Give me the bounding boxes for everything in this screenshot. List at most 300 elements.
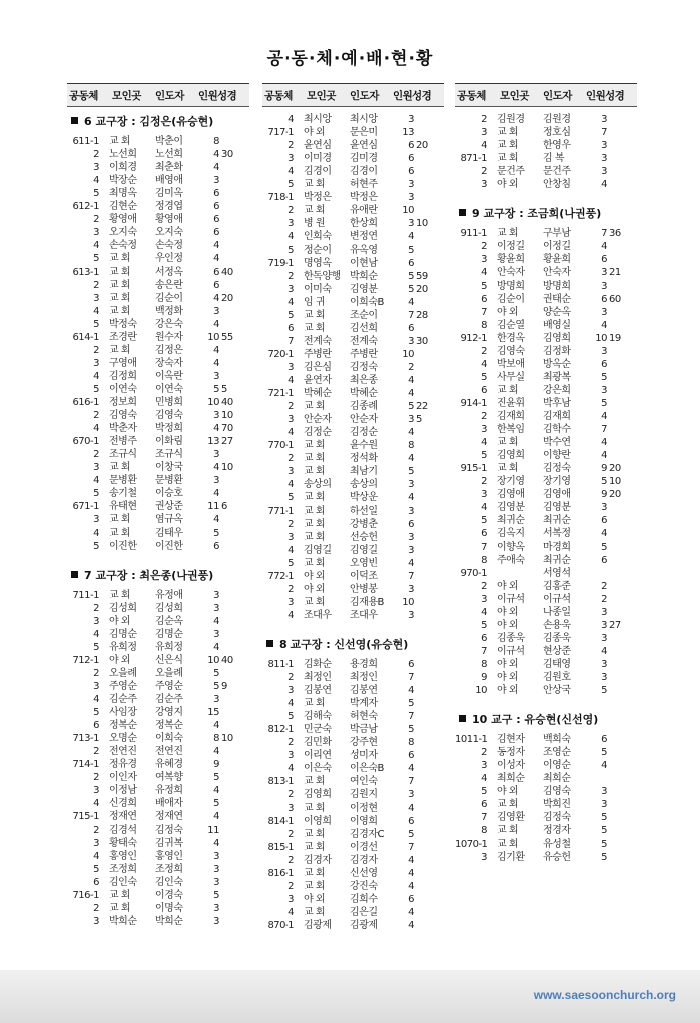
cell-place: 김명순 — [109, 628, 137, 640]
cell-place: 방명희 — [497, 280, 525, 292]
cell-leader: 허현숙 — [350, 711, 378, 723]
cell-community: 2 — [93, 772, 99, 784]
table-row — [67, 758, 249, 771]
table-row — [262, 505, 444, 518]
cell-leader: 김순이 — [155, 292, 183, 304]
cell-community: 5 — [288, 711, 294, 723]
table-row — [455, 436, 637, 449]
cell-community: 2 — [93, 602, 99, 614]
cell-leader: 유혜경 — [155, 759, 183, 771]
cell-leader: 송은란 — [155, 279, 183, 291]
cell-place: 안순자 — [304, 414, 332, 426]
table-row — [67, 602, 249, 615]
cell-place: 야 외 — [304, 893, 325, 905]
table-row — [455, 280, 637, 293]
cell-leader: 정호심 — [543, 127, 571, 139]
table-row — [67, 771, 249, 784]
cell-place: 명영옥 — [304, 257, 332, 269]
cell-leader: 이경선 — [350, 841, 378, 853]
cell-community: 5 — [288, 492, 294, 504]
cell-bible: 40 — [221, 266, 233, 278]
cell-community: 4 — [93, 694, 99, 705]
cell-leader: 박수연 — [543, 437, 571, 449]
header-bible: 성경 — [217, 90, 237, 102]
cell-community: 4 — [288, 231, 294, 243]
table-row — [262, 697, 444, 710]
cell-bible: 36 — [609, 228, 621, 240]
cell-leader: 김선희 — [350, 322, 378, 334]
cell-count: 3 — [213, 850, 219, 862]
cell-count: 4 — [213, 641, 219, 653]
table-row — [455, 811, 637, 824]
cell-leader: 이현남 — [350, 257, 378, 269]
cell-community: 2 — [288, 583, 294, 595]
cell-leader: 김정은 — [155, 344, 183, 356]
table-row — [67, 305, 249, 318]
table-row — [455, 798, 637, 811]
cell-bible: 6 — [221, 501, 227, 513]
cell-count: 4 — [408, 802, 414, 814]
cell-leader: 이경숙 — [155, 889, 183, 901]
cell-count: 6 — [601, 554, 607, 566]
cell-place: 교 회 — [109, 253, 130, 265]
cell-community: 771-1 — [267, 505, 294, 517]
cell-leader: 마경희 — [543, 541, 571, 553]
table-row — [67, 487, 249, 500]
table-row — [262, 452, 444, 465]
cell-place: 이규석 — [497, 593, 525, 605]
table-row — [455, 746, 637, 759]
table-row — [455, 514, 637, 527]
cell-place: 황윤희 — [497, 254, 525, 266]
table-row — [67, 615, 249, 628]
cell-community: 4 — [481, 140, 487, 152]
cell-leader: 현상준 — [543, 645, 571, 657]
cell-community: 2 — [288, 453, 294, 465]
cell-leader: 김미옥 — [155, 188, 183, 200]
table-row — [67, 732, 249, 745]
cell-community: 4 — [93, 527, 99, 539]
cell-community: 3 — [93, 227, 99, 239]
cell-community: 2 — [288, 140, 294, 152]
table-row — [67, 200, 249, 213]
cell-count: 3 — [601, 606, 607, 618]
cell-leader: 김 복 — [543, 153, 564, 165]
cell-count: 6 — [213, 540, 219, 552]
cell-place: 박정숙 — [109, 318, 137, 330]
cell-community: 4 — [288, 375, 294, 386]
cell-place: 이리연 — [304, 750, 332, 762]
cell-bible: 27 — [609, 619, 621, 631]
cell-count: 6 — [408, 153, 414, 165]
cell-count: 6 — [408, 140, 414, 152]
cell-count: 4 — [408, 867, 414, 879]
cell-place: 홍영인 — [109, 850, 137, 862]
cell-count: 5 — [408, 244, 414, 256]
cell-place: 교 회 — [304, 557, 325, 569]
cell-leader: 김원경 — [543, 114, 571, 125]
table-row — [455, 671, 637, 684]
cell-count: 4 — [408, 453, 414, 465]
cell-count: 5 — [601, 825, 607, 837]
table-header — [67, 83, 249, 107]
table-row — [262, 230, 444, 243]
cell-leader: 유애란 — [350, 205, 378, 217]
cell-place: 김경자 — [304, 854, 332, 866]
cell-count: 6 — [601, 734, 607, 746]
cell-place: 김해숙 — [304, 711, 332, 723]
square-bullet-icon — [71, 571, 78, 578]
header-count: 인원 — [198, 90, 218, 102]
cell-place: 교 회 — [304, 179, 325, 191]
cell-place: 오을례 — [109, 667, 137, 679]
table-row — [262, 335, 444, 348]
cell-community: 3 — [288, 750, 294, 762]
cell-community: 2 — [93, 902, 99, 914]
cell-place: 한복임 — [497, 424, 525, 436]
cell-count: 3 — [408, 192, 414, 204]
cell-leader: 정경엽 — [155, 201, 183, 213]
table-row — [262, 309, 444, 322]
cell-leader: 최귀순 — [543, 554, 571, 566]
table-row — [67, 810, 249, 823]
cell-community: 4 — [288, 609, 294, 621]
table-row — [67, 628, 249, 641]
cell-community: 721-1 — [267, 388, 294, 400]
cell-place: 송상의 — [304, 479, 332, 491]
table-row — [262, 400, 444, 413]
table-row — [262, 723, 444, 736]
cell-place: 교 회 — [109, 266, 130, 278]
cell-community: 2 — [481, 411, 487, 422]
cell-place: 교 회 — [304, 518, 325, 530]
table-row — [67, 461, 249, 474]
cell-leader: 강은숙 — [155, 318, 183, 330]
cell-place: 교 회 — [304, 841, 325, 853]
cell-count: 7 — [408, 841, 414, 853]
cell-place: 이규석 — [497, 645, 525, 657]
cell-leader: 김정숙 — [350, 361, 378, 373]
cell-leader: 이규석 — [543, 593, 571, 605]
cell-leader: 김영길 — [350, 544, 378, 556]
table-row — [67, 527, 249, 540]
cell-count: 3 — [213, 370, 219, 382]
cell-leader: 김경자C — [350, 828, 384, 840]
footer-url[interactable]: www.saesoonchurch.org — [533, 988, 676, 1002]
table-row — [262, 426, 444, 439]
table-row — [455, 824, 637, 837]
cell-bible: 40 — [221, 397, 233, 408]
table-row — [262, 191, 444, 204]
cell-leader: 김종욱 — [543, 632, 571, 644]
cell-leader: 김재용B — [350, 596, 384, 608]
cell-count: 4 — [213, 488, 219, 500]
cell-community: 3 — [93, 680, 99, 692]
cell-place: 문병환 — [109, 475, 137, 487]
table-row — [455, 785, 637, 798]
cell-community: 2 — [481, 476, 487, 488]
cell-place: 교 회 — [304, 698, 325, 710]
cell-count: 4 — [213, 785, 219, 797]
cell-leader: 조영순 — [543, 747, 571, 759]
cell-count: 6 — [601, 293, 607, 305]
cell-place: 임 귀 — [304, 296, 325, 308]
cell-leader: 김태영 — [543, 658, 571, 670]
cell-community: 5 — [93, 540, 99, 552]
cell-community: 3 — [288, 153, 294, 165]
table-row — [455, 772, 637, 785]
cell-bible: 9 — [221, 680, 227, 692]
cell-bible: 10 — [609, 476, 621, 488]
table-row — [67, 266, 249, 279]
cell-count: 5 — [408, 724, 414, 736]
cell-leader: 이희숙 — [155, 733, 183, 745]
table-row — [67, 654, 249, 667]
cell-community: 770-1 — [267, 440, 294, 452]
table-row — [455, 345, 637, 358]
cell-count: 3 — [601, 786, 607, 798]
cell-community: 2 — [288, 205, 294, 217]
cell-leader: 홍영인 — [155, 850, 183, 862]
cell-community: 6 — [93, 876, 99, 888]
cell-community: 3 — [288, 531, 294, 543]
table-row — [67, 448, 249, 461]
cell-place: 교 회 — [304, 880, 325, 892]
cell-leader: 최정인 — [350, 672, 378, 683]
table-row — [455, 253, 637, 266]
header-place: 모인곳 — [112, 90, 141, 102]
cell-count: 10 — [207, 654, 219, 666]
cell-place: 이미경 — [304, 153, 332, 165]
cell-community: 4 — [93, 628, 99, 640]
cell-community: 814-1 — [267, 815, 294, 827]
table-row — [455, 126, 637, 139]
cell-community: 2 — [481, 747, 487, 759]
cell-place: 야 외 — [109, 615, 130, 627]
header-bible: 성경 — [605, 90, 625, 102]
table-row — [455, 554, 637, 567]
cell-leader: 이정길 — [543, 241, 571, 253]
cell-leader: 구부남 — [543, 228, 571, 240]
cell-count: 7 — [601, 424, 607, 436]
cell-count: 6 — [408, 893, 414, 905]
cell-place: 사무실 — [497, 371, 525, 383]
table-row — [455, 332, 637, 345]
cell-bible: 30 — [221, 149, 233, 161]
cell-count: 5 — [213, 772, 219, 784]
cell-count: 5 — [213, 798, 219, 810]
cell-leader: 강영지 — [155, 707, 183, 719]
header-bible: 성경 — [412, 90, 432, 102]
square-bullet-icon — [71, 117, 78, 124]
cell-community: 8 — [481, 319, 487, 331]
cell-count: 6 — [408, 518, 414, 530]
cell-place: 교 회 — [304, 322, 325, 334]
table-row — [67, 213, 249, 226]
cell-count: 4 — [213, 318, 219, 330]
section-heading — [71, 113, 213, 129]
cell-count: 3 — [408, 335, 414, 347]
cell-place: 장기영 — [497, 476, 525, 488]
cell-count: 4 — [213, 615, 219, 627]
cell-bible: 5 — [416, 414, 422, 426]
cell-place: 김봉연 — [304, 685, 332, 697]
cell-bible: 10 — [221, 733, 233, 745]
cell-place: 교 회 — [304, 505, 325, 517]
header-community: 공동체 — [457, 90, 486, 102]
cell-place: 김민화 — [304, 737, 332, 749]
cell-leader: 이옥란 — [155, 370, 183, 382]
table-row — [455, 306, 637, 319]
cell-count: 3 — [213, 305, 219, 317]
cell-count: 4 — [601, 437, 607, 449]
cell-leader: 서영석 — [543, 567, 571, 579]
table-row — [262, 413, 444, 426]
cell-community: 2 — [93, 824, 99, 836]
cell-count: 5 — [601, 851, 607, 863]
cell-leader: 김영분 — [350, 283, 378, 295]
table-row — [67, 902, 249, 915]
cell-place: 김순주 — [109, 694, 137, 705]
table-row — [455, 632, 637, 645]
cell-bible: 21 — [609, 267, 621, 279]
cell-place: 김영길 — [304, 544, 332, 556]
cell-place: 야 외 — [304, 583, 325, 595]
table-row — [67, 357, 249, 370]
cell-community: 715-1 — [72, 811, 99, 823]
cell-place: 교 회 — [304, 492, 325, 504]
cell-community: 2 — [93, 344, 99, 356]
table-row — [67, 540, 249, 553]
table-row — [262, 867, 444, 880]
cell-community: 2 — [481, 345, 487, 357]
cell-leader: 김미경 — [350, 153, 378, 165]
cell-leader: 이영순 — [543, 760, 571, 772]
cell-place: 김영숙 — [109, 410, 137, 422]
cell-place: 김정순 — [304, 427, 332, 439]
cell-place: 교 회 — [497, 384, 518, 396]
table-row — [67, 344, 249, 357]
cell-count: 4 — [408, 919, 414, 931]
cell-count: 4 — [408, 880, 414, 892]
cell-community: 5 — [481, 280, 487, 292]
table-column-1 — [67, 83, 249, 927]
cell-place: 최귀순 — [497, 515, 525, 527]
cell-community: 718-1 — [267, 192, 294, 204]
cell-leader: 서정옥 — [155, 266, 183, 278]
header-leader: 인도자 — [350, 90, 379, 102]
cell-community: 6 — [481, 293, 487, 305]
cell-community: 1011-1 — [455, 734, 488, 746]
table-row — [67, 784, 249, 797]
cell-leader: 배애자 — [155, 798, 183, 810]
cell-community: 2 — [93, 149, 99, 161]
cell-count: 5 — [213, 889, 219, 901]
cell-community: 2 — [288, 737, 294, 749]
cell-community: 5 — [288, 179, 294, 191]
cell-place: 박보애 — [497, 358, 525, 370]
table-row — [455, 580, 637, 593]
cell-leader: 박춘이 — [155, 136, 183, 147]
cell-place: 김종욱 — [497, 632, 525, 644]
cell-place: 교 회 — [497, 463, 518, 475]
cell-count: 4 — [601, 760, 607, 772]
cell-leader: 정재연 — [155, 811, 183, 823]
cell-community: 670-1 — [72, 436, 99, 448]
table-row — [455, 684, 637, 697]
cell-leader: 하선일 — [350, 505, 378, 517]
table-row — [455, 645, 637, 658]
cell-count: 5 — [408, 698, 414, 710]
cell-count: 11 — [207, 501, 219, 513]
cell-leader: 장숙자 — [155, 357, 183, 369]
cell-leader: 강주현 — [350, 737, 378, 749]
section-heading — [459, 205, 601, 221]
cell-count: 6 — [408, 257, 414, 269]
cell-place: 오명순 — [109, 733, 137, 745]
cell-place: 최희순 — [497, 773, 525, 785]
cell-community: 3 — [481, 254, 487, 266]
table-row — [67, 876, 249, 889]
cell-leader: 김정순 — [350, 427, 378, 439]
cell-count: 7 — [601, 228, 607, 240]
cell-count: 8 — [408, 440, 414, 452]
table-row — [262, 609, 444, 622]
table-row — [262, 880, 444, 893]
table-row — [262, 204, 444, 217]
cell-place: 김현자 — [497, 734, 525, 746]
section-title: 8 교구장 : 신선영(유승현) — [279, 637, 409, 651]
cell-place: 교 회 — [304, 466, 325, 478]
cell-count: 3 — [408, 414, 414, 426]
cell-community: 7 — [481, 306, 487, 318]
cell-place: 교 회 — [497, 140, 518, 152]
cell-count: 3 — [601, 619, 607, 631]
cell-place: 교 회 — [304, 776, 325, 788]
cell-community: 2 — [288, 672, 294, 683]
cell-leader: 이승호 — [155, 488, 183, 500]
cell-bible: 20 — [416, 140, 428, 152]
cell-leader: 김광제 — [350, 919, 378, 931]
table-row — [455, 113, 637, 126]
cell-count: 3 — [408, 114, 414, 125]
table-row — [262, 139, 444, 152]
cell-community: 4 — [288, 906, 294, 918]
cell-place: 김순이 — [497, 293, 525, 305]
cell-leader: 김태우 — [155, 527, 183, 539]
table-row — [262, 893, 444, 906]
table-row — [67, 474, 249, 487]
cell-place: 주애숙 — [497, 554, 525, 566]
section-title: 9 교구장 : 조금희(나권풍) — [472, 207, 602, 221]
table-row — [262, 596, 444, 609]
cell-community: 2 — [288, 789, 294, 801]
cell-count: 2 — [601, 580, 607, 592]
cell-community: 3 — [93, 785, 99, 797]
table-row — [67, 745, 249, 758]
cell-leader: 유승헌 — [543, 851, 571, 863]
cell-community: 5 — [288, 557, 294, 569]
cell-leader: 최춘화 — [155, 162, 183, 174]
cell-leader: 정석화 — [350, 453, 378, 465]
cell-community: 2 — [93, 214, 99, 226]
cell-community: 2 — [288, 854, 294, 866]
cell-leader: 주영순 — [155, 680, 183, 692]
cell-count: 9 — [601, 463, 607, 475]
cell-leader: 김홍준 — [543, 580, 571, 592]
cell-leader: 박희진 — [543, 799, 571, 811]
cell-leader: 유정애 — [155, 589, 183, 601]
